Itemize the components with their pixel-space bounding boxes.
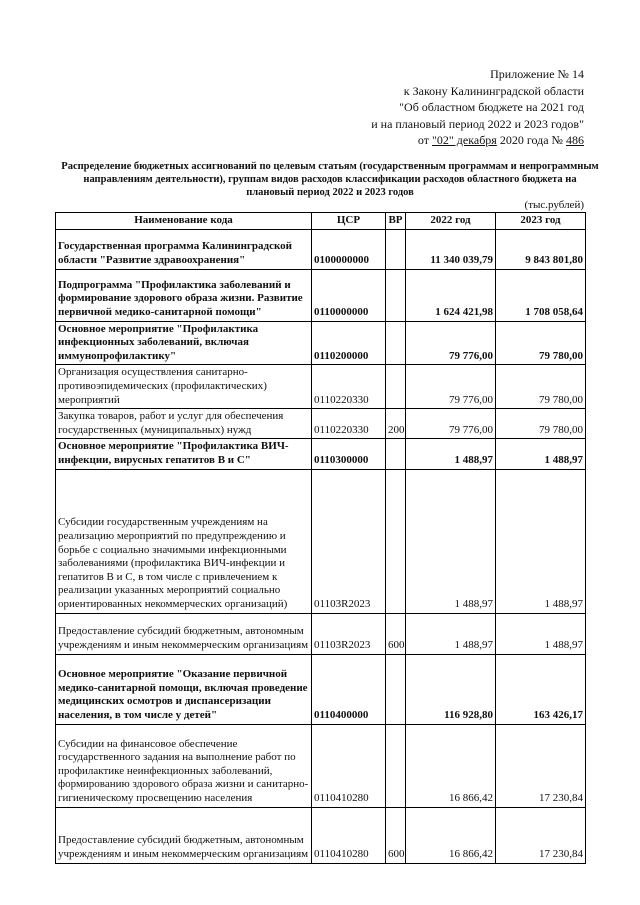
header-name: Наименование кода (56, 213, 312, 230)
cell-2022: 79 776,00 (406, 321, 496, 365)
table-row (56, 229, 586, 269)
law-date: "02" декабря (432, 133, 497, 147)
cell-vr (386, 269, 406, 321)
cell-2023: 1 488,97 (496, 469, 586, 613)
table-row (56, 439, 586, 469)
cell-2023: 79 780,00 (496, 409, 586, 439)
table-body (56, 229, 586, 863)
cell-vr (386, 724, 406, 807)
cell-name: Предоставление субсидий бюджетным, автономным учреждениям и иным некоммерческим организациям (56, 807, 312, 863)
law-title-line1: "Об областном бюджете на 2021 год (399, 100, 584, 114)
cell-vr: 600 (386, 613, 406, 654)
cell-vr (386, 229, 406, 269)
cell-2022: 16 866,42 (406, 807, 496, 863)
table-row (56, 269, 586, 321)
cell-2022: 79 776,00 (406, 365, 496, 409)
cell-name: Субсидии на финансовое обеспечение государственного задания на выполнение работ по профилактике неинфекционных заболеваний, формированию здорового образа жизни и санитарно-гигиеническому просвещению населения (56, 724, 312, 807)
cell-vr (386, 321, 406, 365)
header-2022: 2022 год (406, 213, 496, 230)
cell-csr: 0110000000 (312, 269, 386, 321)
header-csr: ЦСР (312, 213, 386, 230)
cell-2022: 116 928,80 (406, 654, 496, 724)
cell-2023: 79 780,00 (496, 321, 586, 365)
table-row (56, 365, 586, 409)
cell-name: Основное мероприятие "Оказание первичной медико-санитарной помощи, включая проведение медицинских осмотров и диспансеризации населения, в том числе у детей" (56, 654, 312, 724)
cell-name: Государственная программа Калининградской области "Развитие здравоохранения" (56, 229, 312, 269)
budget-table (55, 212, 586, 864)
table-row (56, 469, 586, 613)
cell-2023: 1 708 058,64 (496, 269, 586, 321)
cell-vr (386, 365, 406, 409)
law-number: 486 (566, 133, 584, 147)
cell-csr: 0110200000 (312, 321, 386, 365)
law-reference: к Закону Калининградской области (403, 83, 584, 98)
cell-csr: 0110220330 (312, 409, 386, 439)
cell-csr: 0100000000 (312, 229, 386, 269)
table-row (56, 409, 586, 439)
cell-2022: 79 776,00 (406, 409, 496, 439)
law-date-line: от "02" декабря 2020 года № 486 (417, 133, 584, 147)
table-row (56, 613, 586, 654)
cell-2023: 17 230,84 (496, 807, 586, 863)
cell-name: Основное мероприятие "Профилактика инфекционных заболеваний, включая иммунопрофилактику" (56, 321, 312, 365)
cell-2022: 1 488,97 (406, 613, 496, 654)
cell-vr (386, 469, 406, 613)
cell-vr: 600 (386, 807, 406, 863)
cell-csr: 0110410280 (312, 807, 386, 863)
cell-vr: 200 (386, 409, 406, 439)
units-label: (тыс.рублей) (524, 199, 584, 211)
cell-csr: 0110410280 (312, 724, 386, 807)
cell-2022: 1 488,97 (406, 469, 496, 613)
appendix-header (264, 66, 584, 149)
cell-name: Основное мероприятие "Профилактика ВИЧ-инфекции, вирусных гепатитов В и С" (56, 439, 312, 469)
cell-name: Закупка товаров, работ и услуг для обеспечения государственных (муниципальных) нужд (56, 409, 312, 439)
appendix-number: Приложение № 14 (490, 67, 584, 81)
header-2023: 2023 год (496, 213, 586, 230)
table-row (56, 724, 586, 807)
table-row (56, 321, 586, 365)
cell-2023: 79 780,00 (496, 365, 586, 409)
cell-2022: 1 488,97 (406, 439, 496, 469)
cell-vr (386, 654, 406, 724)
cell-csr: 0110400000 (312, 654, 386, 724)
cell-csr: 01103R2023 (312, 613, 386, 654)
table-header-row (56, 213, 586, 230)
header-vr: ВР (386, 213, 406, 230)
cell-name: Субсидии государственным учреждениям на реализацию мероприятий по предупреждению и борьбе с социально значимыми инфекционными заболеваниями (профилактика ВИЧ-инфекции и гепатитов В и С, в том числе с привлечением к реализации указанных мероприятий социально ориентированных некоммерческих организаций) (56, 469, 312, 613)
cell-csr: 0110300000 (312, 439, 386, 469)
cell-csr: 01103R2023 (312, 469, 386, 613)
cell-name: Подпрограмма "Профилактика заболеваний и формирование здорового образа жизни. Развитие первичной медико-санитарной помощи" (56, 269, 312, 321)
cell-csr: 0110220330 (312, 365, 386, 409)
cell-2023: 163 426,17 (496, 654, 586, 724)
cell-name: Организация осуществления санитарно-противоэпидемических (профилактических) мероприятий (56, 365, 312, 409)
law-title-line2: и на плановый период 2022 и 2023 годов" (371, 116, 584, 131)
table-row (56, 654, 586, 724)
cell-2023: 9 843 801,80 (496, 229, 586, 269)
cell-2023: 1 488,97 (496, 439, 586, 469)
table-row (56, 807, 586, 863)
cell-2022: 16 866,42 (406, 724, 496, 807)
cell-2022: 11 340 039,79 (406, 229, 496, 269)
cell-2023: 1 488,97 (496, 613, 586, 654)
document-title: Распределение бюджетных ассигнований по целевым статьям (государственным программам и непрограммным направлениям деятельности), группам видов расходов классификации расходов областного бюджета на плановый период 2022 и 2023 годов (61, 161, 599, 198)
cell-name: Предоставление субсидий бюджетным, автономным учреждениям и иным некоммерческим организациям (56, 613, 312, 654)
cell-2023: 17 230,84 (496, 724, 586, 807)
cell-vr (386, 439, 406, 469)
cell-2022: 1 624 421,98 (406, 269, 496, 321)
